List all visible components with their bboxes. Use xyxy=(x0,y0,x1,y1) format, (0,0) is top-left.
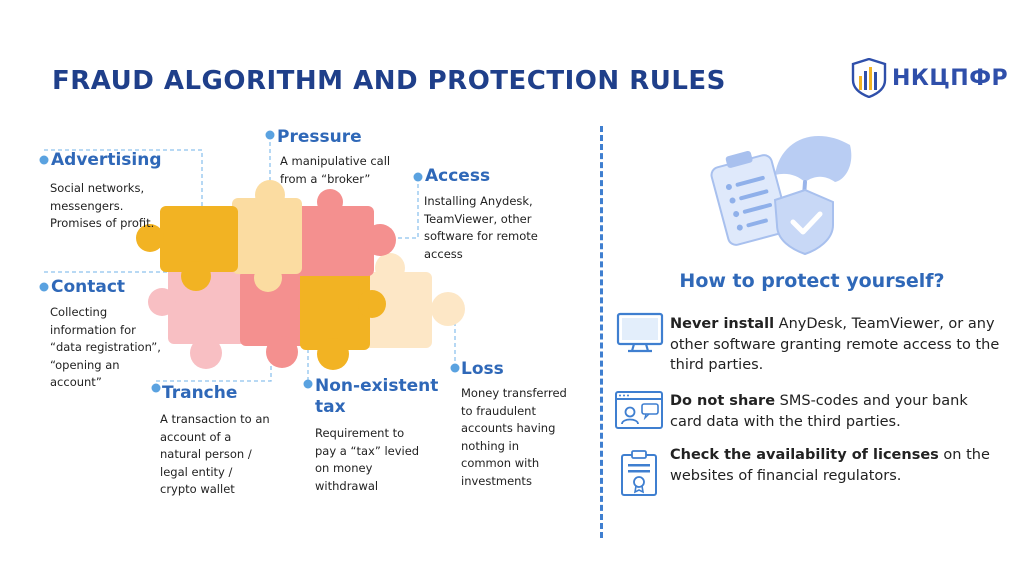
tip-bold: Never install xyxy=(670,316,775,332)
stage-title-nonexistent-tax xyxy=(315,376,438,418)
dot-loss xyxy=(451,364,460,373)
desc-line: Installing Anydesk, xyxy=(424,194,533,208)
stage-title-tranche: Tranche xyxy=(162,383,238,403)
desc-line: access xyxy=(424,246,463,261)
clipboard-shield-umbrella-icon xyxy=(705,120,865,260)
desc-line: Promises of profit. xyxy=(50,216,155,230)
desc-line: account of a xyxy=(160,429,232,444)
logo xyxy=(850,58,1008,98)
tip-text: on the websites of financial regulators. xyxy=(670,447,990,484)
desc-line: A transaction to an xyxy=(160,412,270,426)
dot-pressure xyxy=(266,131,275,140)
stage-desc-nonexistent-tax xyxy=(315,425,419,495)
stage-title-loss: Loss xyxy=(461,359,504,379)
dot-access xyxy=(414,173,423,182)
desc-line: Social networks, xyxy=(50,181,145,195)
stage-desc-tranche xyxy=(160,411,270,499)
desc-line: information for xyxy=(50,322,136,337)
desc-line: investments xyxy=(461,473,532,488)
desc-line: “opening an xyxy=(50,357,120,372)
desc-line: withdrawal xyxy=(315,478,379,493)
page-title: FRAUD ALGORITHM AND PROTECTION RULES xyxy=(52,66,726,96)
desc-line: Requirement to xyxy=(315,426,405,440)
desc-line: A manipulative call xyxy=(280,154,391,168)
stage-desc-advertising xyxy=(50,180,154,233)
dot-contact xyxy=(40,283,49,292)
section-divider xyxy=(600,126,603,538)
stage-title-access: Access xyxy=(425,166,491,186)
desc-line: TeamViewer, other xyxy=(424,211,532,226)
desc-line: to fraudulent xyxy=(461,403,536,418)
dot-tax xyxy=(304,380,313,389)
tip-bold: Do not share xyxy=(670,393,776,409)
dot-advertising xyxy=(40,156,49,165)
tip-do-not-share xyxy=(670,391,1000,432)
desc-line: crypto wallet xyxy=(160,482,235,496)
title-line: Non-existent xyxy=(315,376,439,396)
tip-bold: Check the availability of licenses xyxy=(670,447,939,463)
desc-line: “data registration”, xyxy=(50,340,161,354)
desc-line: nothing in xyxy=(461,438,520,453)
desc-line: accounts having xyxy=(461,421,556,435)
tip-check-licenses xyxy=(670,445,1000,486)
logo-mark-icon xyxy=(850,58,888,98)
protect-title: How to protect yourself? xyxy=(679,270,945,292)
stage-title-advertising: Advertising xyxy=(51,150,162,170)
desc-line: Collecting xyxy=(50,305,108,319)
monitor-icon xyxy=(616,312,664,354)
desc-line: account” xyxy=(50,375,102,389)
desc-line: from a “broker” xyxy=(280,171,371,186)
desc-line: pay a “tax” levied xyxy=(315,443,420,458)
tip-text: AnyDesk, TeamViewer, or any other software granting remote access to the third parties. xyxy=(670,316,1000,373)
desc-line: messengers. xyxy=(50,198,124,213)
desc-line: natural person / xyxy=(160,447,252,461)
desc-line: common with xyxy=(461,456,540,470)
stage-title-pressure: Pressure xyxy=(277,127,362,147)
certificate-document-icon xyxy=(620,449,658,497)
logo-text: НКЦПФР xyxy=(892,65,1009,91)
tip-never-install xyxy=(670,314,1000,376)
stage-desc-loss xyxy=(461,385,567,490)
desc-line: Money transferred xyxy=(461,386,567,400)
desc-line: on money xyxy=(315,461,373,475)
stage-desc-contact xyxy=(50,304,161,392)
stage-desc-access xyxy=(424,193,538,263)
stage-title-contact: Contact xyxy=(51,277,126,297)
title-line: tax xyxy=(315,397,346,417)
stage-desc-pressure xyxy=(280,153,390,188)
tip-text: SMS-codes and your bank card data with the third parties. xyxy=(670,393,968,430)
desc-line: legal entity / xyxy=(160,464,233,479)
chat-window-icon xyxy=(614,390,664,430)
desc-line: software for remote xyxy=(424,229,538,243)
